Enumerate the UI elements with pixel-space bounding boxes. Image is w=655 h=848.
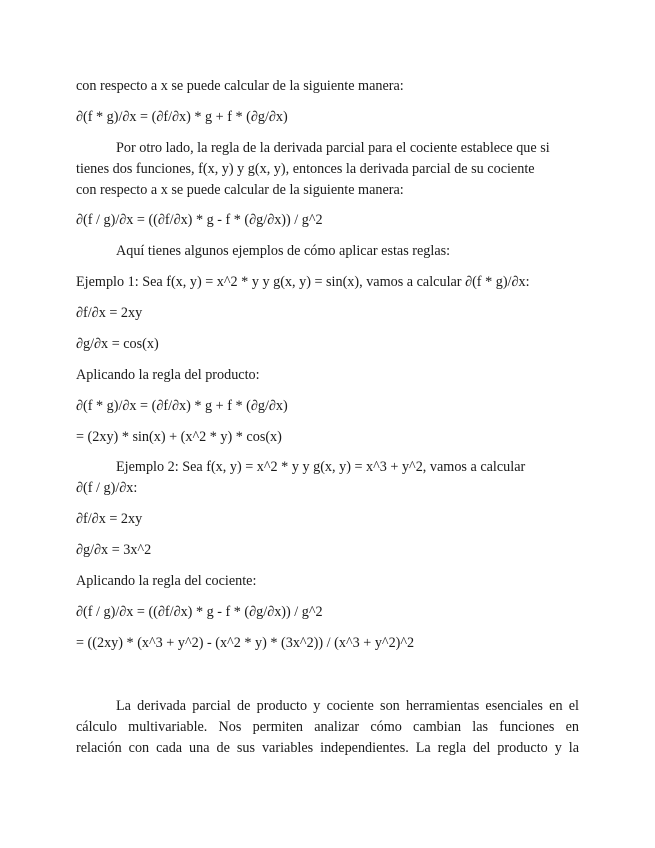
text-line: Por otro lado, la regla de la derivada parcial para el cociente establece que si bbox=[116, 140, 550, 156]
text-line: La derivada parcial de producto y cociente son herramientas esenciales en el bbox=[116, 698, 579, 714]
text-line: tienes dos funciones, f(x, y) y g(x, y), entonces la derivada parcial de su cociente bbox=[76, 161, 535, 177]
formula-line: ∂(f / g)/∂x = ((∂f/∂x) * g - f * (∂g/∂x)) / g^2 bbox=[76, 604, 323, 620]
text-line: Aquí tienes algunos ejemplos de cómo aplicar estas reglas: bbox=[116, 243, 451, 259]
text-line: Ejemplo 2: Sea f(x, y) = x^2 * y y g(x, y) = x^3 + y^2, vamos a calcular bbox=[116, 459, 526, 475]
formula-line: = ((2xy) * (x^3 + y^2) - (x^2 * y) * (3x^2)) / (x^3 + y^2)^2 bbox=[76, 635, 415, 651]
text-line: con respecto a x se puede calcular de la siguiente manera: bbox=[76, 182, 404, 198]
formula-line: ∂f/∂x = 2xy bbox=[76, 305, 143, 321]
text-line: cálculo multivariable. Nos permiten analizar cómo cambian las funciones en bbox=[76, 719, 579, 735]
text-line: Ejemplo 1: Sea f(x, y) = x^2 * y y g(x, y) = sin(x), vamos a calcular ∂(f * g)/∂x: bbox=[76, 274, 530, 290]
text-line: Aplicando la regla del cociente: bbox=[76, 573, 257, 589]
formula-line: ∂(f * g)/∂x = (∂f/∂x) * g + f * (∂g/∂x) bbox=[76, 398, 288, 414]
text-line: relación con cada una de sus variables independientes. La regla del producto y la bbox=[76, 740, 579, 756]
formula-line: ∂g/∂x = cos(x) bbox=[76, 336, 159, 352]
formula-line: ∂f/∂x = 2xy bbox=[76, 511, 143, 527]
text-line: Aplicando la regla del producto: bbox=[76, 367, 260, 383]
formula-line: = (2xy) * sin(x) + (x^2 * y) * cos(x) bbox=[76, 429, 282, 445]
formula-line: ∂(f / g)/∂x: bbox=[76, 480, 138, 496]
formula-line: ∂g/∂x = 3x^2 bbox=[76, 542, 152, 558]
formula-line: ∂(f / g)/∂x = ((∂f/∂x) * g - f * (∂g/∂x)) / g^2 bbox=[76, 212, 323, 228]
text-line: con respecto a x se puede calcular de la siguiente manera: bbox=[76, 78, 404, 94]
formula-line: ∂(f * g)/∂x = (∂f/∂x) * g + f * (∂g/∂x) bbox=[76, 109, 288, 125]
